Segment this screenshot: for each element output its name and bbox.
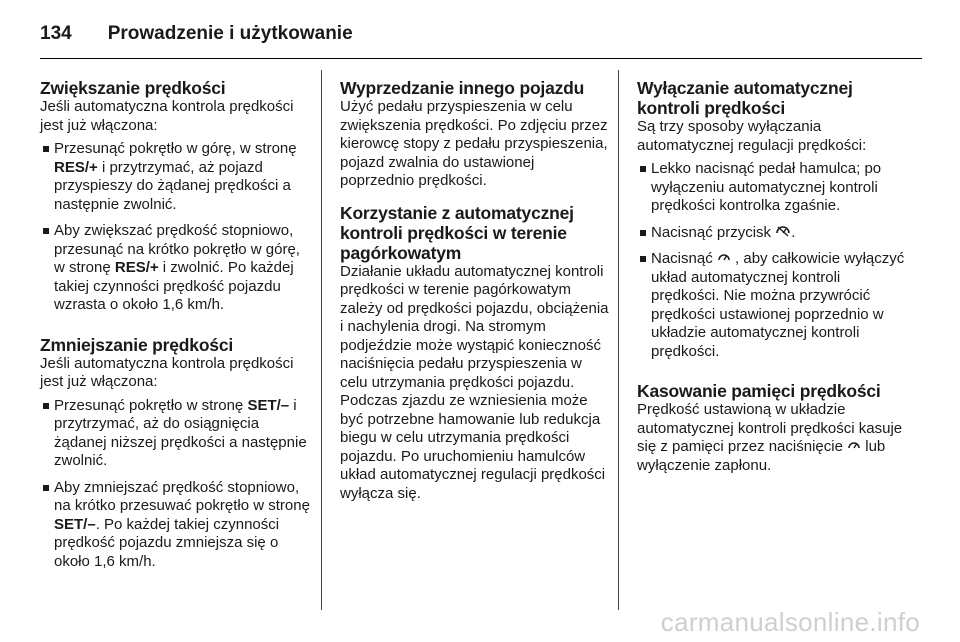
text: . — [791, 223, 796, 241]
section-heading: Zwiększanie prędkości — [40, 78, 226, 98]
key-label: SET/– — [54, 515, 96, 533]
column-left — [40, 78, 312, 579]
section-intro: Jeśli automatyczna kontrola prędkości jest już włączona: — [40, 354, 294, 390]
section-heading: Kasowanie pamięci prędkości — [637, 381, 881, 401]
cruise-cancel-icon — [775, 226, 791, 237]
page-title: Prowadzenie i użytkowanie — [107, 23, 353, 44]
key-label: RES/+ — [54, 158, 98, 176]
header-divider — [40, 58, 922, 59]
key-label: RES/+ — [114, 259, 159, 276]
column-divider — [321, 70, 322, 610]
page-number: 134 — [40, 23, 72, 44]
list-item — [40, 397, 312, 471]
column-right — [637, 78, 907, 475]
page-header — [40, 14, 353, 54]
list-item — [40, 222, 312, 315]
section-heading: Zmniejszanie prędkości — [40, 334, 234, 355]
text: , aby całkowicie wyłączyć układ automatycznej kontroli prędkości. Nie można przywrócić prędkości ustawionej poprzednio w układzie automatycznej kontroli prędkości. — [651, 250, 905, 360]
list-item — [40, 140, 312, 214]
section-heading: Wyłączanie automatycznej kontroli prędkości — [637, 78, 853, 118]
text: Aby zwiększać prędkość stopniowo, przesunąć na krótko pokrętło w górę, w stronę — [54, 222, 300, 276]
section-heading: Wyprzedzanie innego pojazdu — [340, 78, 585, 98]
column-middle — [340, 78, 612, 503]
paragraph — [637, 401, 907, 475]
list-item — [40, 479, 312, 572]
text: i zwolnić. Po każdej takiej czynności prędkość pojazdu wzrasta o około 1,6 km/h. — [54, 259, 294, 313]
text: i przytrzymać, aż pojazd przyspieszy do żądanej prędkości a następnie zwolnić. — [54, 158, 291, 213]
cruise-control-icon — [847, 439, 861, 451]
cruise-control-icon — [717, 251, 731, 263]
column-divider — [618, 70, 619, 610]
spacer — [340, 191, 612, 203]
text: Nacisnąć przycisk — [651, 223, 776, 241]
spacer — [637, 369, 907, 381]
bullet-list — [637, 160, 907, 361]
section-intro: Jeśli automatyczna kontrola prędkości jest już włączona: — [40, 98, 294, 134]
list-item — [637, 224, 907, 243]
text: i przytrzymać, aż do osiągnięcia żądanej niższej prędkości a następnie zwolnić. — [54, 396, 307, 469]
list-item — [637, 250, 907, 361]
section-heading: Korzystanie z automatycznej kontroli prędkości w terenie pagórkowatym — [340, 202, 574, 263]
list-item — [637, 160, 907, 216]
text: lub wyłączenie zapłonu. — [637, 438, 886, 474]
paragraph: Użyć pedału przyspieszenia w celu zwiększenia prędkości. Po zdjęciu przez kierowcę stopy z pedału przyspieszenia, pojazd zwalnia do ustawionej poprzednio prędkości. — [340, 98, 608, 189]
key-label: SET/– — [247, 396, 290, 414]
text: Aby zmniejszać prędkość stopniowo, na krótko przesuwać pokrętło w stronę — [54, 478, 310, 514]
text: Prędkość ustawioną w układzie automatycznej kontroli prędkości kasuje się z pamięci przez naciśnięcie — [637, 401, 903, 455]
watermark: carmanualsonline.info — [660, 607, 920, 637]
bullet-list — [40, 140, 312, 315]
section-intro: Są trzy sposoby wyłączania automatycznej regulacji prędkości: — [637, 118, 867, 154]
bullet-list — [40, 397, 312, 572]
text: Nacisnąć — [651, 250, 717, 267]
paragraph: Działanie układu automatycznej kontroli prędkości w terenie pagórkowatym zależy od prędkości pojazdu, obciążenia i nachylenia drogi. Na stromym podjeździe może wystąpić konieczność naciśnięcia pedału przyspieszenia w celu utrzymania prędkości pojazdu. Podczas zjazdu ze wzniesienia może być potrzebne hamowanie lub redukcja biegu w celu utrzymania prędkości pojazdu. Po uruchomieniu hamulców układ automatycznej regulacji prędkości wyłącza się. — [340, 262, 609, 502]
text: . Po każdej takiej czynności prędkość pojazdu zmniejsza się o około 1,6 km/h. — [54, 515, 280, 570]
spacer — [40, 323, 312, 335]
text: Przesunąć pokrętło w stronę — [54, 396, 248, 414]
text: Lekko nacisnąć pedał hamulca; po wyłączeniu automatycznej kontroli prędkości kontrolka zgaśnie. — [651, 160, 882, 214]
text: Przesunąć pokrętło w górę, w stronę — [54, 140, 297, 157]
